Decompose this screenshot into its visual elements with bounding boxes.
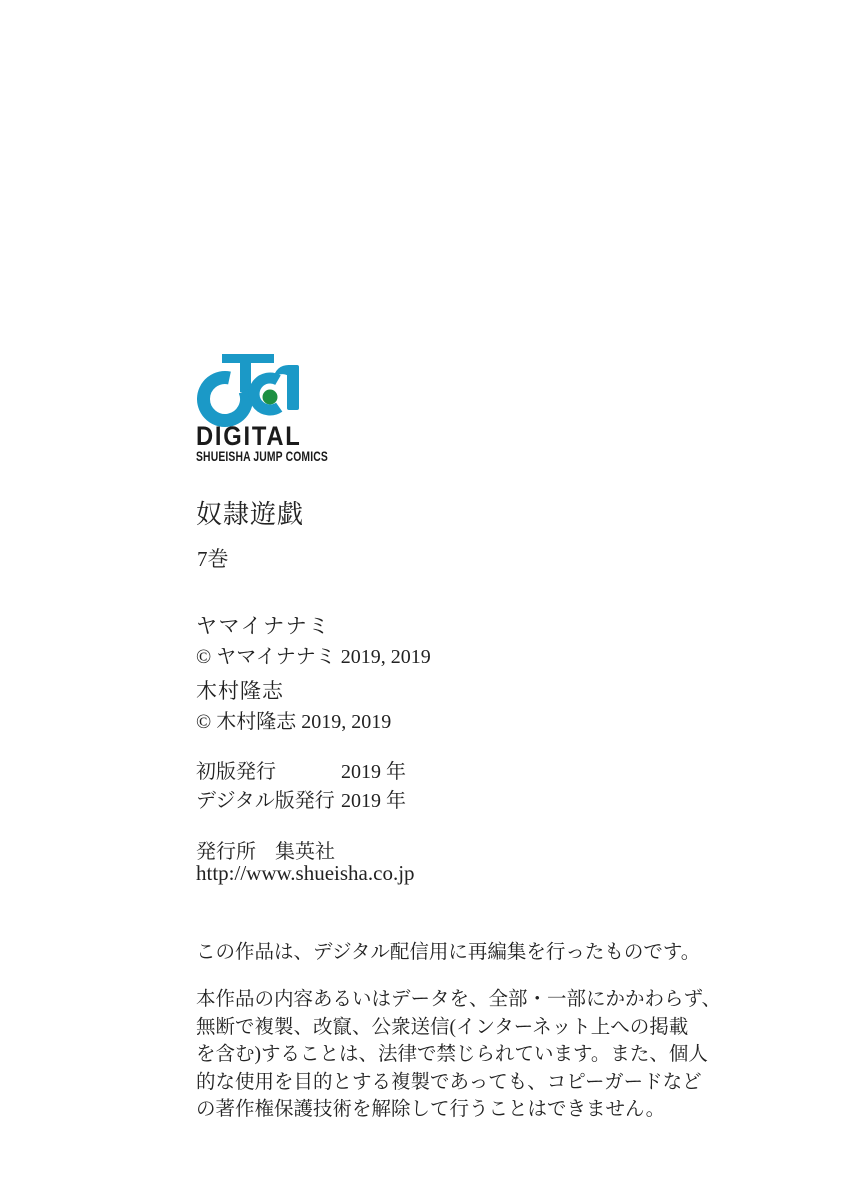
publisher-name: 集英社	[275, 841, 335, 863]
author-copyright: © 木村隆志 2019, 2019	[196, 711, 392, 733]
legal-notice-line: の著作権保護技術を解除して行うことはできません。	[196, 1099, 666, 1120]
digital-edition-row	[196, 784, 496, 813]
author-copyright: © ヤマイナナミ 2019, 2019	[196, 646, 431, 668]
legal-notice-line: 的な使用を目的とする複製であっても、コピーガードなど	[196, 1071, 702, 1093]
jump-comics-digital-logo-icon	[197, 352, 301, 430]
first-edition-year: 2019 年	[341, 761, 406, 783]
publisher-row	[196, 835, 335, 864]
copyright-legal-notice	[196, 986, 721, 1124]
logo-digital-label: DIGITAL	[196, 421, 302, 451]
legal-notice-line: を含む)することは、法律で禁じられています。また、個人	[196, 1044, 708, 1065]
digital-edition-label: デジタル版発行	[196, 790, 335, 812]
first-edition-label: 初版発行	[196, 761, 276, 783]
digital-edition-year: 2019 年	[341, 790, 406, 812]
first-edition-row	[196, 755, 496, 784]
author-name: ヤマイナナミ	[196, 614, 331, 638]
publisher-label: 発行所	[196, 841, 256, 863]
book-volume: 7巻	[197, 547, 229, 571]
publisher-url: http://www.shueisha.co.jp	[196, 861, 415, 885]
book-title: 奴隷遊戯	[196, 500, 305, 529]
digital-reedit-notice: この作品は、デジタル配信用に再編集を行ったものです。	[196, 942, 701, 963]
legal-notice-line: 無断で複製、改竄、公衆送信(インターネット上への掲載	[196, 1016, 689, 1038]
logo-imprint-label: SHUEISHA JUMP COMICS	[196, 448, 328, 464]
author-name: 木村隆志	[196, 679, 284, 703]
legal-notice-line: 本作品の内容あるいはデータを、全部・一部にかかわらず、	[196, 989, 721, 1010]
